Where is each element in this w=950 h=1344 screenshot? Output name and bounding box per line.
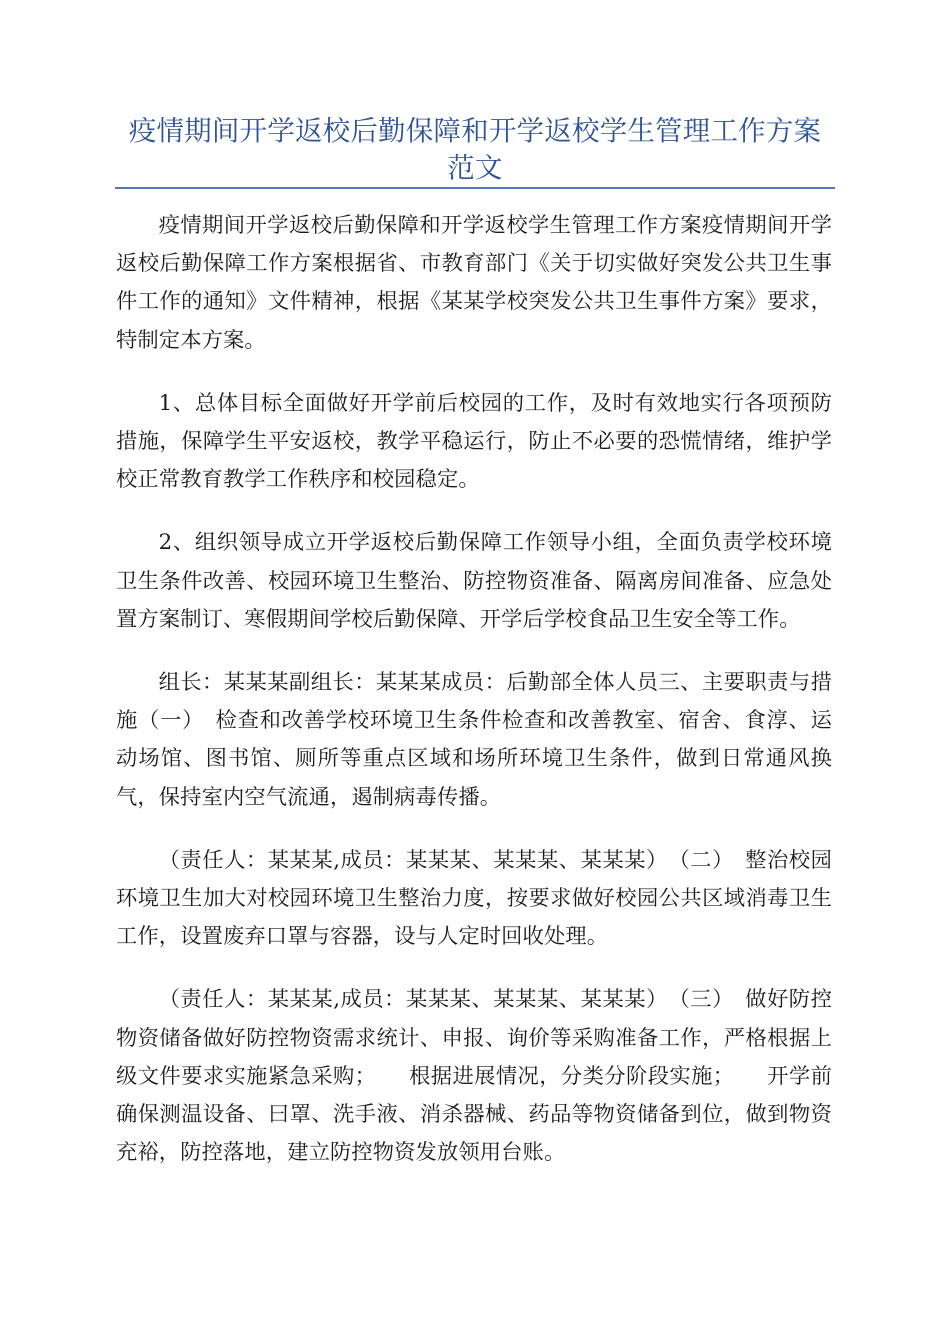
document-title: 疫情期间开学返校后勤保障和开学返校学生管理工作方案范文 bbox=[128, 115, 822, 184]
document-body bbox=[116, 207, 832, 1197]
paragraph-supplies-reserve: （责任人：某某某,成员：某某某、某某某、某某某） （三） 做好防控物资储备做好防控物资需求统计、申报、询价等采购准备工作，严格根据上级文件要求实施紧急采购； 根据进展情况，分类分阶段实施； 开学前确保测温设备、曰罩、洗手液、消杀器械、药品等物资储备到位，做到物资充裕，防控落地，建立防控物资发放领用台账。 bbox=[116, 987, 832, 1166]
paragraph-organization: 2、组织领导成立开学返校后勤保障工作领导小组，全面负责学校环境卫生条件改善、校园环境卫生整治、防控物资准备、隔离房间准备、应急处置方案制订、寒假期间学校后勤保障、开学后学校食品卫生安全等工作。 bbox=[116, 530, 832, 632]
title-divider bbox=[115, 187, 835, 189]
paragraph-campus-sanitation: （责任人：某某某,成员：某某某、某某某、某某某） （二） 整治校园环境卫生加大对校园环境卫生整治力度，按要求做好校园公共区域消毒卫生工作，设置废弃口罩与容器，设与人定时回收处理。 bbox=[116, 847, 832, 950]
paragraph-overall-goal: 1、总体目标全面做好开学前后校园的工作，及时有效地实行各项预防措施，保障学生平安返校，教学平稳运行，防止不必要的恐慌情绪，维护学校正常教育教学工作秩序和校园稳定。 bbox=[116, 390, 832, 493]
paragraph-intro: 疫情期间开学返校后勤保障和开学返校学生管理工作方案疫情期间开学返校后勤保障工作方案根据省、市教育部门《关于切实做好突发公共卫生事件工作的通知》文件精神，根据《某某学校突发公共卫生事件方案》要求，特制定本方案。 bbox=[116, 213, 832, 353]
paragraph-leadership-duties: 组长：某某某副组长：某某某成员：后勤部全体人员三、主要职责与措施（一） 检查和改善学校环境卫生条件检查和改善教室、宿舍、食淳、运动场馆、图书馆、厕所等重点区域和场所环境卫生条件，做到日常通风换气，保持室内空气流通，遏制病毒传播。 bbox=[116, 670, 832, 810]
